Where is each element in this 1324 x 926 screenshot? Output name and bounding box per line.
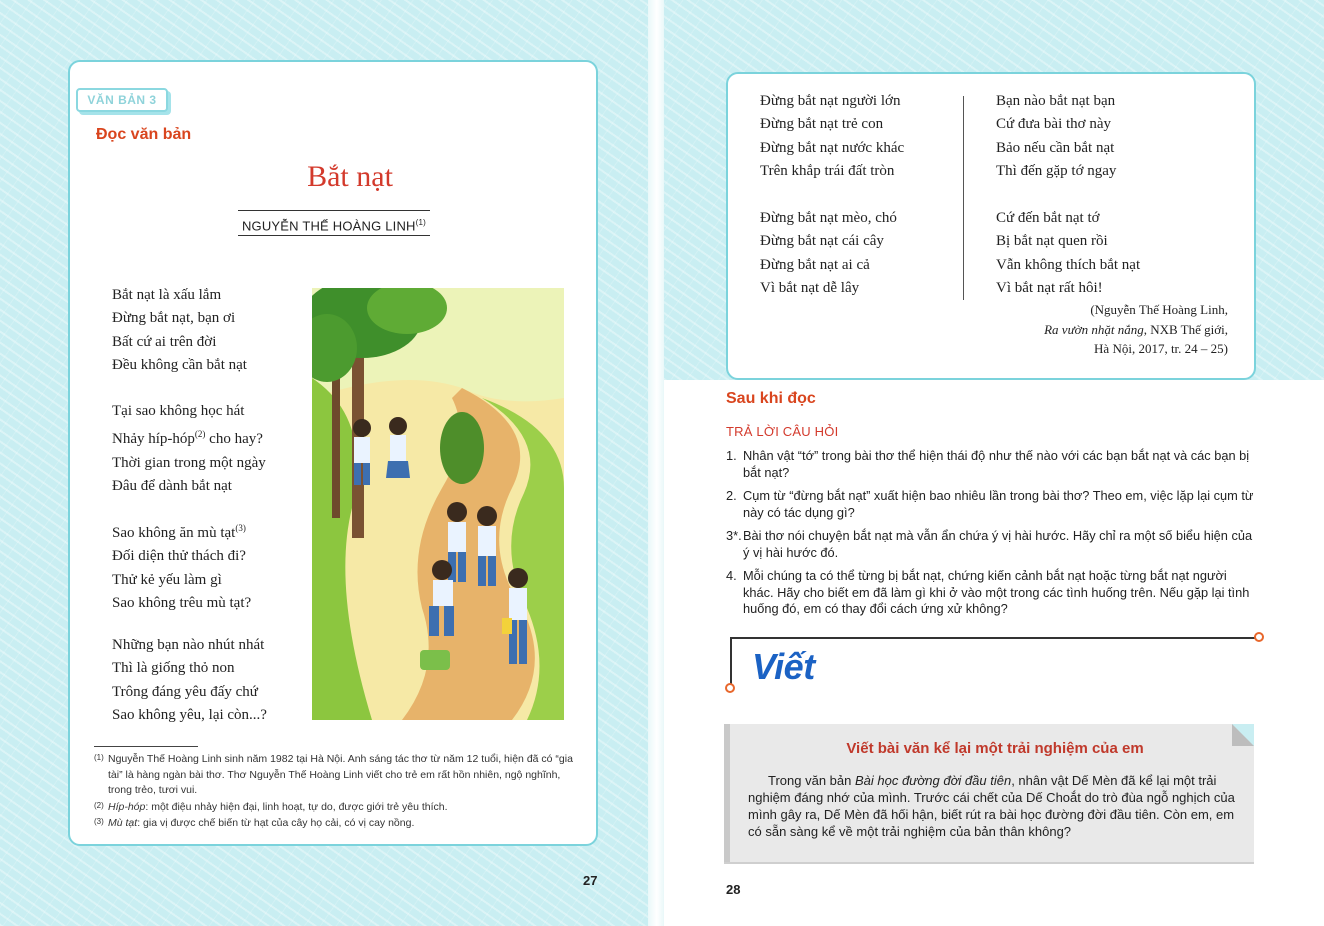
question-item: 1. Nhân vật “tớ” trong bài thơ thể hiện thái độ như thế nào với các bạn bắt nạt và các bạn bị bắt nạt? <box>726 448 1250 480</box>
writing-section-rule <box>730 637 1260 639</box>
writing-section-rule-vertical <box>730 637 732 689</box>
poem-continuation-box <box>726 72 1256 380</box>
poem-line: Bạn nào bắt nạt bạn <box>996 93 1116 109</box>
poem-line: Nhảy híp-hóp$^{(2)}$ cho hay? <box>112 429 263 448</box>
poem-line: Cứ đưa bài thơ này <box>996 116 1112 133</box>
book-gutter <box>648 0 664 926</box>
poem-column-right <box>996 90 1140 301</box>
poem-line: Đâu để dành bắt nạt <box>112 478 232 495</box>
question-item: 4. Mỗi chúng ta có thể từng bị bắt nạt, chứng kiến cảnh bắt nạt hoặc từng bắt nạt người khác. Hãy cho biết em đã làm gì khi ở vào một trong các tình huống trên. Nếu gặp lại tình huống đó, em có thay đổi cách ứng xử không? <box>726 568 1250 616</box>
footnotes <box>94 752 584 833</box>
poem-line: Vì bắt nạt rất hôi! <box>996 280 1103 297</box>
stanza-1 <box>112 284 247 378</box>
footnote-3: (3) Mù tạt: gia vị được chế biến từ hạt của cây họ cải, có vị cay nồng. <box>94 817 415 829</box>
stanza-3 <box>112 517 251 616</box>
poem-line: Thì là giống thỏ non <box>112 660 235 677</box>
question-list <box>726 448 1256 625</box>
poem-line: Thử kẻ yếu làm gì <box>112 571 222 588</box>
rule-end-dot-icon <box>1254 632 1264 642</box>
poem-line: Đừng bắt nạt nước khác <box>760 139 905 156</box>
poem-citation: (Nguyễn Thế Hoàng Linh, Ra vườn nhặt nắng, NXB Thế giới, Hà Nội, 2017, tr. 24 – 25) <box>1044 302 1228 356</box>
poem-line <box>760 184 904 207</box>
poem-title: Bắt nạt <box>307 160 393 193</box>
poem-line: Những bạn nào nhút nhát <box>112 637 265 653</box>
poem-line: Vì bắt nạt dễ lây <box>760 280 860 297</box>
poem-line: Tại sao không học hát <box>112 403 245 419</box>
poem-line <box>996 184 1140 207</box>
poem-line: Đừng bắt nạt, bạn ơi <box>112 310 236 327</box>
page-number-left: 27 <box>583 873 598 888</box>
left-page-panel <box>68 60 598 846</box>
footnote-rule <box>94 746 198 747</box>
text-tag: VĂN BẢN 3 <box>76 88 168 112</box>
column-divider <box>963 96 964 300</box>
poem-author: NGUYỄN THẾ HOÀNG LINH$^{(1)}$ <box>238 210 430 236</box>
poem-line: Vẫn không thích bắt nạt <box>996 256 1141 273</box>
school-bag <box>420 650 450 670</box>
reading-heading: Đọc văn bản <box>96 126 192 143</box>
poem-line: Đừng bắt nạt trẻ con <box>760 116 884 133</box>
question-item: 3*. Bài thơ nói chuyện bắt nạt mà vẫn ẩn chứa ý vị hài hước. Hãy chỉ ra một số biểu hiện của ý vị hài hước đó. <box>726 528 1253 560</box>
poem-line: Đối diện thử thách đi? <box>112 548 246 565</box>
poem-line: Trên khắp trái đất tròn <box>760 163 895 180</box>
writing-task-title: Viết bài văn kể lại một trải nghiệm của em <box>846 740 1144 757</box>
footnote-1: (1) Nguyễn Thế Hoàng Linh sinh năm 1982 tại Hà Nội. Anh sáng tác thơ từ năm 12 tuổi, hiện đã có “gia tài” là hàng ngàn bài thơ. Thơ Nguyễn Thế Hoàng Linh viết cho trẻ em rất hồn nhiên, ngộ nghĩnh, trong trẻo, tươi vui. <box>94 753 573 796</box>
after-reading-heading: Sau khi đọc <box>726 390 816 407</box>
poem-line: Bị bắt nạt quen rồi <box>996 233 1108 250</box>
poem-line: Thì đến gặp tớ ngay <box>996 163 1117 180</box>
poem-line: Sao không yêu, lại còn...? <box>112 707 267 724</box>
poem-line: Sao không trêu mù tạt? <box>112 595 252 612</box>
poem-line: Thời gian trong một ngày <box>112 454 266 471</box>
poem-line: Đều không cần bắt nạt <box>112 357 247 374</box>
poem-line: Đừng bắt nạt ai cả <box>760 256 870 273</box>
poem-line: Trông đáng yêu đấy chứ <box>112 683 258 700</box>
stanza-2 <box>112 400 266 499</box>
poem-line: Đừng bắt nạt mèo, chó <box>760 210 897 227</box>
poem-line: Đừng bắt nạt cái cây <box>760 233 884 250</box>
poem-line: Sao không ăn mù tạt$^{(3)}$ <box>112 523 246 541</box>
writing-task-card <box>724 724 1254 862</box>
stanza-4 <box>112 634 267 728</box>
poem-column-left <box>760 90 904 301</box>
question-item: 2. Cụm từ “đừng bắt nạt” xuất hiện bao nhiêu lần trong bài thơ? Theo em, việc lặp lại cụm từ này có tác dụng gì? <box>726 488 1254 520</box>
writing-section-title: Viết <box>752 646 815 687</box>
page-number-right: 28 <box>726 882 741 897</box>
poem-line: Bất cứ ai trên đời <box>112 333 217 350</box>
footnote-2: (2) Híp-hóp: một điệu nhảy hiện đại, linh hoạt, tự do, được giới trẻ yêu thích. <box>94 800 448 813</box>
poem-line: Đừng bắt nạt người lớn <box>760 93 901 109</box>
poem-line: Bắt nạt là xấu lắm <box>112 287 222 303</box>
answer-questions-heading: TRẢ LỜI CÂU HỎI <box>726 424 839 439</box>
writing-task-body: Trong văn bản Bài học đường đời đầu tiên, nhân vật Dế Mèn đã kể lại một trải nghiệm đáng nhớ của mình. Trước cái chết của Dế Choắt do trò đùa ngỗ nghịch của mình gây ra, Dế Mèn đã hối hận, biết rút ra bài học đường đời đầu tiên. Còn em, em có sẵn sàng kể về một trải nghiệm của bản thân không? <box>748 773 1235 839</box>
children-path-illustration <box>312 288 564 720</box>
rule-end-dot-icon <box>725 683 735 693</box>
poem-line: Cứ đến bắt nạt tớ <box>996 210 1100 227</box>
poem-line: Bảo nếu cần bắt nạt <box>996 139 1115 156</box>
